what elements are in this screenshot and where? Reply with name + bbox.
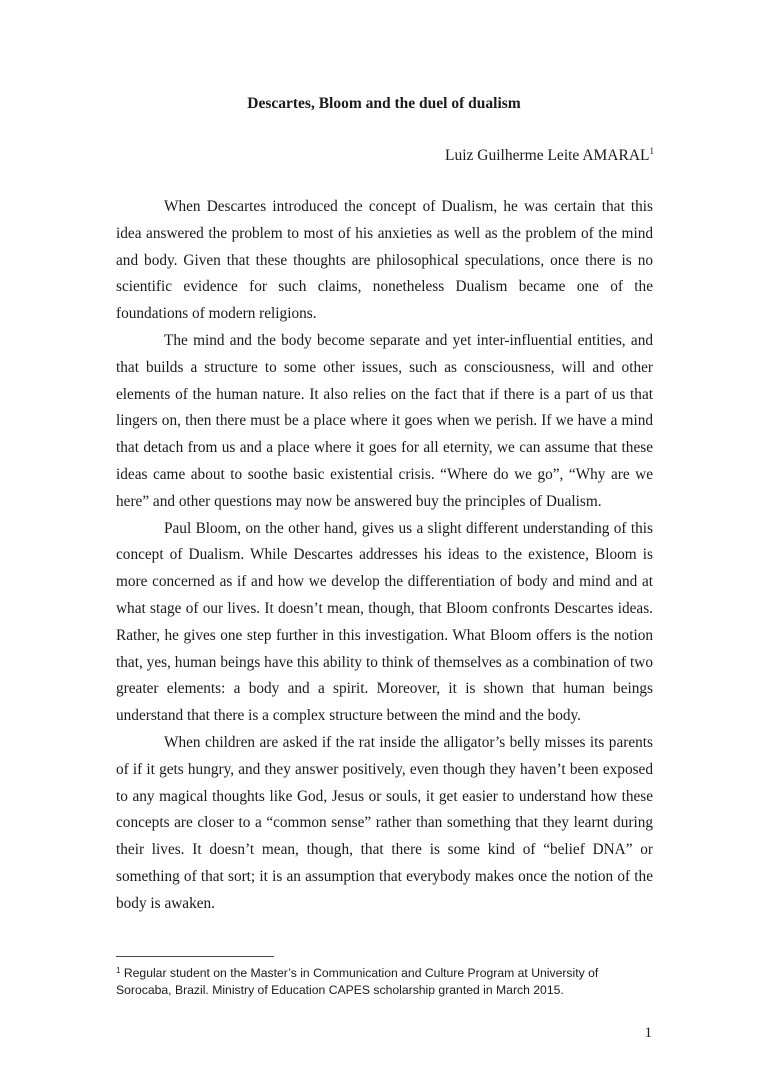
paragraph-2: The mind and the body become separate and yet inter-influential entities, and that builds a structure to some other issues, such as consciousness, will and other elements of the human nature. It also relies on the fact that if there is a part of us that lingers on, then there must be a place where it goes when we perish. If we have a mind that detach from us and a place where it goes for all eternity, we can assume that these ideas came about to soothe basic existential crisis. “Where do we go”, “Why are we here” and other questions may now be answered buy the principles of Dualism. <box>116 331 653 510</box>
paragraph-3: Paul Bloom, on the other hand, gives us a slight different understanding of this concept of Dualism. While Descartes addresses his ideas to the existence, Bloom is more concerned as if and how we develop the differentiation of body and mind and at what stage of our lives. It doesn’t mean, though, that Bloom confronts Descartes ideas. Rather, he gives one step further in this investigation. What Bloom offers is the notion that, yes, human beings have this ability to think of themselves as a combination of two greater elements: a body and a spirit. Moreover, it is shown that human beings understand that there is a complex structure between the mind and the body. <box>116 519 653 725</box>
author-line <box>445 146 654 165</box>
body-text <box>116 194 653 918</box>
footnote-marker: 1 <box>116 966 121 975</box>
paragraph-4: When children are asked if the rat inside the alligator’s belly misses its parents of if it gets hungry, and they answer positively, even though they haven’t been exposed to any magical thoughts like God, Jesus or souls, it get easier to understand how these concepts are closer to a “common sense” rather than something that they learnt during their lives. It doesn’t mean, though, that there is some kind of “belief DNA” or something of that sort; it is an assumption that everybody makes once the notion of the body is awaken. <box>116 733 653 912</box>
document-title: Descartes, Bloom and the duel of dualism <box>247 95 521 112</box>
author-footnote-marker[interactable]: 1 <box>649 146 654 156</box>
footnote-text: Regular student on the Master’s in Communication and Culture Program at University of Sorocaba, Brazil. Ministry of Education CAPES scholarship granted in March 2015. <box>116 966 599 997</box>
footnote-separator <box>116 956 274 957</box>
paragraph-1: When Descartes introduced the concept of Dualism, he was certain that this idea answered the problem to most of his anxieties as well as the problem of the mind and body. Given that these thoughts are philosophical speculations, once there is no scientific evidence for such claims, nonetheless Dualism became one of the foundations of modern religions. <box>116 198 653 323</box>
footnote <box>116 963 653 998</box>
page-number: 1 <box>644 1025 652 1041</box>
author-name: Luiz Guilherme Leite AMARAL <box>445 147 650 164</box>
